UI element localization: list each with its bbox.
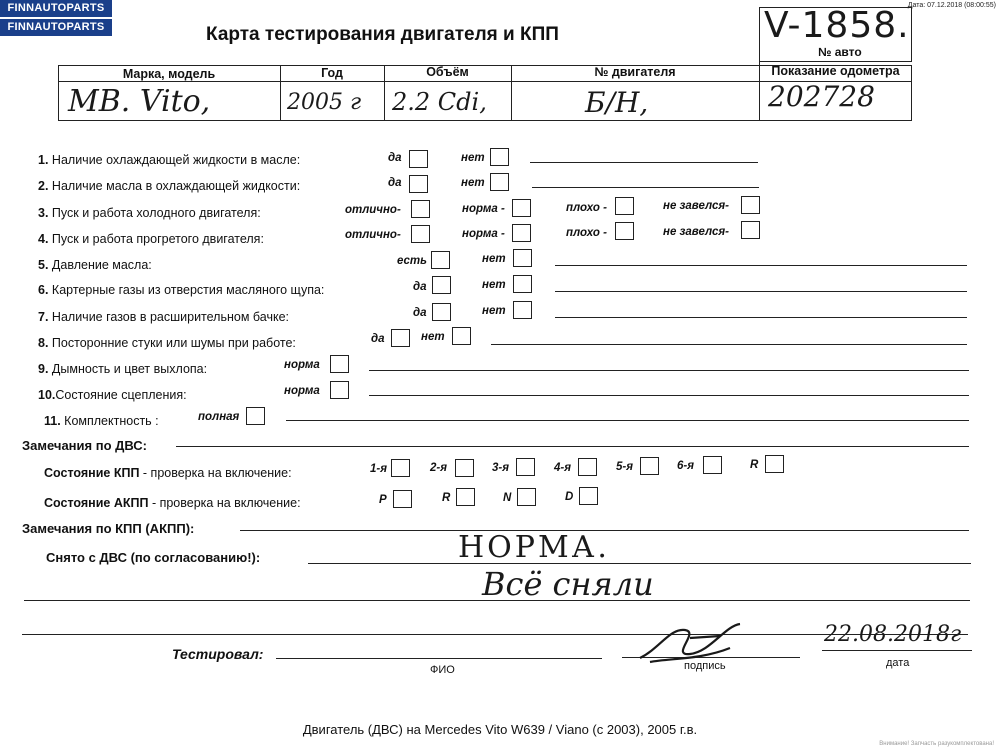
akpp-r-checkbox[interactable] xyxy=(456,488,475,506)
q7-option-yes: да xyxy=(413,307,427,319)
removed-note-2: Всё сняли xyxy=(482,565,654,603)
q4-normal-checkbox[interactable] xyxy=(512,224,531,242)
engine-no-value: Б/Н, xyxy=(585,86,649,119)
akpp-status-label: Состояние АКПП - проверка на включение: xyxy=(44,496,301,510)
akpp-n-checkbox[interactable] xyxy=(517,488,536,506)
q9-answer-line xyxy=(369,370,969,371)
q1-option-yes: да xyxy=(388,152,402,164)
q4-option-normal: норма - xyxy=(462,228,505,240)
q3-normal-checkbox[interactable] xyxy=(512,199,531,217)
kpp-status-label: Состояние КПП - проверка на включение: xyxy=(44,466,292,480)
gear-2-checkbox[interactable] xyxy=(455,459,474,477)
q4-option-not-started: не завелся- xyxy=(663,226,729,238)
col-odometer-label: Показание одометра xyxy=(771,64,900,78)
q5-option-no: нет xyxy=(482,253,506,265)
watermark: Внимание! Запчасть разукомплектована! xyxy=(879,741,994,747)
q2-yes-checkbox[interactable] xyxy=(409,175,428,193)
date-stamp: Дата: 07.12.2018 (08:00:55) xyxy=(907,2,996,9)
question-9: 9. Дымность и цвет выхлопа: xyxy=(38,362,208,376)
q9-normal-checkbox[interactable] xyxy=(330,355,349,373)
brand-logo-top: FINNAUTOPARTS xyxy=(0,0,112,17)
q3-option-not-started: не завелся- xyxy=(663,200,729,212)
q7-no-checkbox[interactable] xyxy=(513,301,532,319)
q6-option-no: нет xyxy=(482,279,506,291)
question-10: 10.Состояние сцепления: xyxy=(38,388,187,402)
akpp-d-label: D xyxy=(565,491,574,503)
gear-2-label: 2-я xyxy=(430,462,447,474)
question-1: 1. Наличие охлаждающей жидкости в масле: xyxy=(38,153,301,167)
q11-complete-checkbox[interactable] xyxy=(246,407,265,425)
q5-no-checkbox[interactable] xyxy=(513,249,532,267)
removed-label: Снято с ДВС (по согласованию!): xyxy=(46,550,261,565)
q11-option-complete: полная xyxy=(198,411,240,423)
q7-answer-line xyxy=(555,317,967,318)
akpp-r-label: R xyxy=(442,492,451,504)
gear-1-checkbox[interactable] xyxy=(391,459,410,477)
year-value: 2005 г xyxy=(287,90,362,115)
removed-note-1: НОРМА. xyxy=(458,530,610,565)
q5-answer-line xyxy=(555,265,967,266)
q3-option-bad: плохо - xyxy=(566,202,607,214)
q2-answer-line xyxy=(532,187,759,188)
model-value: MB. Vito, xyxy=(68,84,211,119)
q3-option-excellent: отлично- xyxy=(345,204,401,216)
col-year-label: Год xyxy=(321,66,343,80)
q2-no-checkbox[interactable] xyxy=(490,173,509,191)
q3-not-started-checkbox[interactable] xyxy=(741,196,760,214)
question-7: 7. Наличие газов в расширительном бачке: xyxy=(38,310,290,324)
question-3: 3. Пуск и работа холодного двигателя: xyxy=(38,206,261,220)
akpp-p-checkbox[interactable] xyxy=(393,490,412,508)
akpp-p-label: P xyxy=(379,494,387,506)
q8-answer-line xyxy=(491,344,967,345)
q10-answer-line xyxy=(369,395,969,396)
q3-excellent-checkbox[interactable] xyxy=(411,200,430,218)
gear-r-label: R xyxy=(750,459,759,471)
tested-label: Тестировал: xyxy=(172,646,264,662)
date-line xyxy=(822,650,972,651)
odometer-value: 202728 xyxy=(768,80,875,113)
q4-excellent-checkbox[interactable] xyxy=(411,225,430,243)
engine-remarks-line xyxy=(176,446,969,447)
question-6: 6. Картерные газы из отверстия масляного щупа: xyxy=(38,283,325,297)
q10-option-normal: норма xyxy=(284,385,320,397)
q8-no-checkbox[interactable] xyxy=(452,327,471,345)
brand-logo-bottom: FINNAUTOPARTS xyxy=(0,19,112,36)
q5-option-yes: есть xyxy=(397,255,427,267)
q6-yes-checkbox[interactable] xyxy=(432,276,451,294)
q10-normal-checkbox[interactable] xyxy=(330,381,349,399)
question-4: 4. Пуск и работа прогретого двигателя: xyxy=(38,232,264,246)
removed-line-1 xyxy=(308,563,971,564)
gear-1-label: 1-я xyxy=(370,463,387,475)
footer-caption: Двигатель (ДВС) на Mercedes Vito W639 / Viano (с 2003), 2005 г.в. xyxy=(302,722,698,737)
col-engine-label: № двигателя xyxy=(594,65,676,79)
gear-6-checkbox[interactable] xyxy=(703,456,722,474)
q8-option-yes: да xyxy=(371,333,385,345)
q3-option-normal: норма - xyxy=(462,203,505,215)
q2-option-yes: да xyxy=(388,177,402,189)
auto-number-label: № авто xyxy=(818,45,862,59)
gear-5-checkbox[interactable] xyxy=(640,457,659,475)
q8-yes-checkbox[interactable] xyxy=(391,329,410,347)
signature-label: подпись xyxy=(684,660,726,672)
col-volume-label: Объём xyxy=(426,65,469,79)
q4-option-excellent: отлично- xyxy=(345,229,401,241)
fio-label: ФИО xyxy=(430,664,455,676)
q3-bad-checkbox[interactable] xyxy=(615,197,634,215)
question-11: 11. Комплектность : xyxy=(44,414,159,428)
question-2: 2. Наличие масла в охлаждающей жидкости: xyxy=(38,179,301,193)
question-8: 8. Посторонние стуки или шумы при работе: xyxy=(38,336,296,350)
page-title: Карта тестирования двигателя и КПП xyxy=(206,24,559,45)
gear-3-checkbox[interactable] xyxy=(516,458,535,476)
date-value: 22.08.2018г xyxy=(824,622,962,647)
q9-option-normal: норма xyxy=(284,359,320,371)
volume-value: 2.2 Cdi, xyxy=(392,88,487,116)
q6-no-checkbox[interactable] xyxy=(513,275,532,293)
q6-answer-line xyxy=(555,291,967,292)
q7-option-no: нет xyxy=(482,305,506,317)
gear-5-label: 5-я xyxy=(616,461,633,473)
fio-line xyxy=(276,658,602,659)
akpp-d-checkbox[interactable] xyxy=(579,487,598,505)
q1-option-no: нет xyxy=(461,152,485,164)
question-5: 5. Давление масла: xyxy=(38,258,152,272)
auto-number-value: V-1858. xyxy=(764,5,910,46)
gear-r-checkbox[interactable] xyxy=(765,455,784,473)
q1-yes-checkbox[interactable] xyxy=(409,150,428,168)
gear-4-label: 4-я xyxy=(554,462,571,474)
q11-answer-line xyxy=(286,420,969,421)
q6-option-yes: да xyxy=(413,281,427,293)
engine-remarks-label: Замечания по ДВС: xyxy=(22,438,147,453)
akpp-n-label: N xyxy=(503,492,512,504)
col-model-label: Марка, модель xyxy=(122,67,216,81)
gear-3-label: 3-я xyxy=(492,462,509,474)
q8-option-no: нет xyxy=(421,331,445,343)
q4-bad-checkbox[interactable] xyxy=(615,222,634,240)
q1-answer-line xyxy=(530,162,758,163)
q7-yes-checkbox[interactable] xyxy=(432,303,451,321)
q1-no-checkbox[interactable] xyxy=(490,148,509,166)
q5-yes-checkbox[interactable] xyxy=(431,251,450,269)
kpp-remarks-label: Замечания по КПП (АКПП): xyxy=(22,521,195,536)
q2-option-no: нет xyxy=(461,177,485,189)
q4-option-bad: плохо - xyxy=(566,227,607,239)
gear-4-checkbox[interactable] xyxy=(578,458,597,476)
date-label: дата xyxy=(886,657,910,669)
gear-6-label: 6-я xyxy=(677,460,694,472)
q4-not-started-checkbox[interactable] xyxy=(741,221,760,239)
